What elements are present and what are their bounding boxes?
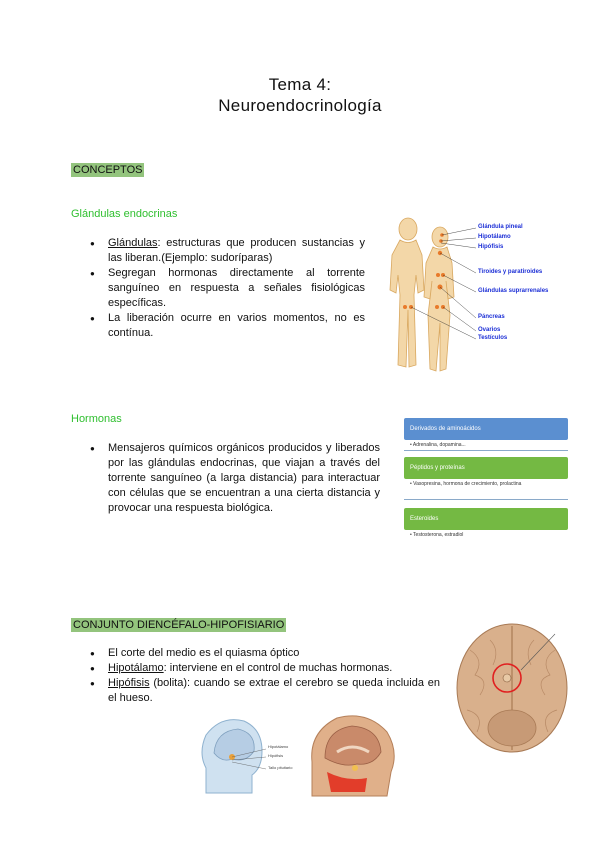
- term-hipotalamo: Hipotálamo: [108, 662, 164, 674]
- human-figures-illustration: [378, 215, 558, 373]
- box-header-esteroides: Esteroides: [404, 508, 568, 530]
- list-item: [90, 676, 440, 706]
- label-hipotalamo: Hipotálamo: [478, 234, 511, 240]
- glandulas-bullets: [90, 236, 365, 341]
- list-item: [90, 266, 365, 311]
- bullet-text: El corte del medio es el quiasma óptico: [108, 647, 300, 659]
- box-item-esteroides: • Testosterona, estradiol: [410, 532, 464, 538]
- head-sagittal-figure: [196, 713, 306, 795]
- head-fig-label-2: Hipófisis: [268, 753, 284, 758]
- hormonas-bullets: [90, 441, 380, 516]
- label-pancreas: Páncreas: [478, 314, 505, 320]
- box-header-aminoacidos: Derivados de aminoácidos: [404, 418, 568, 440]
- bullet-text: : estructuras que producen sustancias y las liberan.(Ejemplo: sudoríparas): [108, 237, 365, 264]
- section-heading-conceptos: CONCEPTOS: [73, 164, 143, 176]
- label-pineal: Glándula pineal: [478, 224, 523, 230]
- label-tiroides: Tiroides y paratiroides: [478, 269, 543, 275]
- subheading-hormonas: Hormonas: [71, 413, 122, 425]
- head-fig-label-3: Tallo pituitario: [268, 765, 293, 770]
- term-hipofisis: Hipófisis: [108, 677, 150, 689]
- list-item: [90, 661, 440, 676]
- endocrine-glands-figure: [378, 215, 558, 373]
- list-item: [90, 646, 440, 661]
- label-hipofisis: Hipófisis: [478, 244, 504, 250]
- conjunto-bullets: [90, 646, 440, 706]
- hormone-types-diagram: [404, 418, 568, 553]
- bullet-text: (bolita): cuando se extrae el cerebro se queda incluida en el hueso.: [108, 677, 440, 704]
- section-heading-conjunto: CONJUNTO DIENCÉFALO-HIPOFISIARIO: [73, 619, 285, 631]
- box-item-peptidos: • Vasopresina, hormona de crecimiento, prolactina: [404, 479, 568, 500]
- box-item-aminoacidos: • Adrenalina, dopamina...: [404, 440, 568, 451]
- brain-base-image: [455, 620, 570, 755]
- head-outline-illustration: [196, 713, 266, 795]
- bullet-text: : interviene en el control de muchas hormonas.: [163, 662, 393, 674]
- label-suprarrenales: Glándulas suprarrenales: [478, 288, 549, 294]
- bullet-text: La liberación ocurre en varios momentos, no es contínua.: [108, 312, 365, 339]
- label-testiculos: Testículos: [478, 335, 508, 341]
- term-glandulas: Glándulas: [108, 237, 158, 249]
- list-item: [90, 311, 365, 341]
- brain-sagittal-illustration: [307, 712, 397, 798]
- brain-base-illustration: [455, 620, 570, 755]
- head-fig-label-1: Hipotálamo: [268, 744, 289, 749]
- bullet-text: Segregan hormonas directamente al torrente sanguíneo en respuesta a señales fisiológicas específicas.: [108, 267, 365, 309]
- list-item: [90, 236, 365, 266]
- label-ovarios: Ovarios: [478, 327, 501, 333]
- list-item: [90, 441, 380, 516]
- brain-sagittal-image: [307, 712, 397, 798]
- box-header-peptidos: Péptidos y proteínas: [404, 457, 568, 479]
- page-title-line2: Neuroendocrinología: [218, 96, 382, 115]
- page-title-line1: Tema 4:: [268, 75, 332, 94]
- subheading-glandulas: Glándulas endocrinas: [71, 208, 178, 220]
- bullet-text: Mensajeros químicos orgánicos producidos y liberados por las glándulas endocrinas, que viajan a través del torrente sanguíneo (a larga distancia) para interactuar con células que se encuentran a una cierta distancia y provocar una respuesta biológica.: [108, 442, 380, 514]
